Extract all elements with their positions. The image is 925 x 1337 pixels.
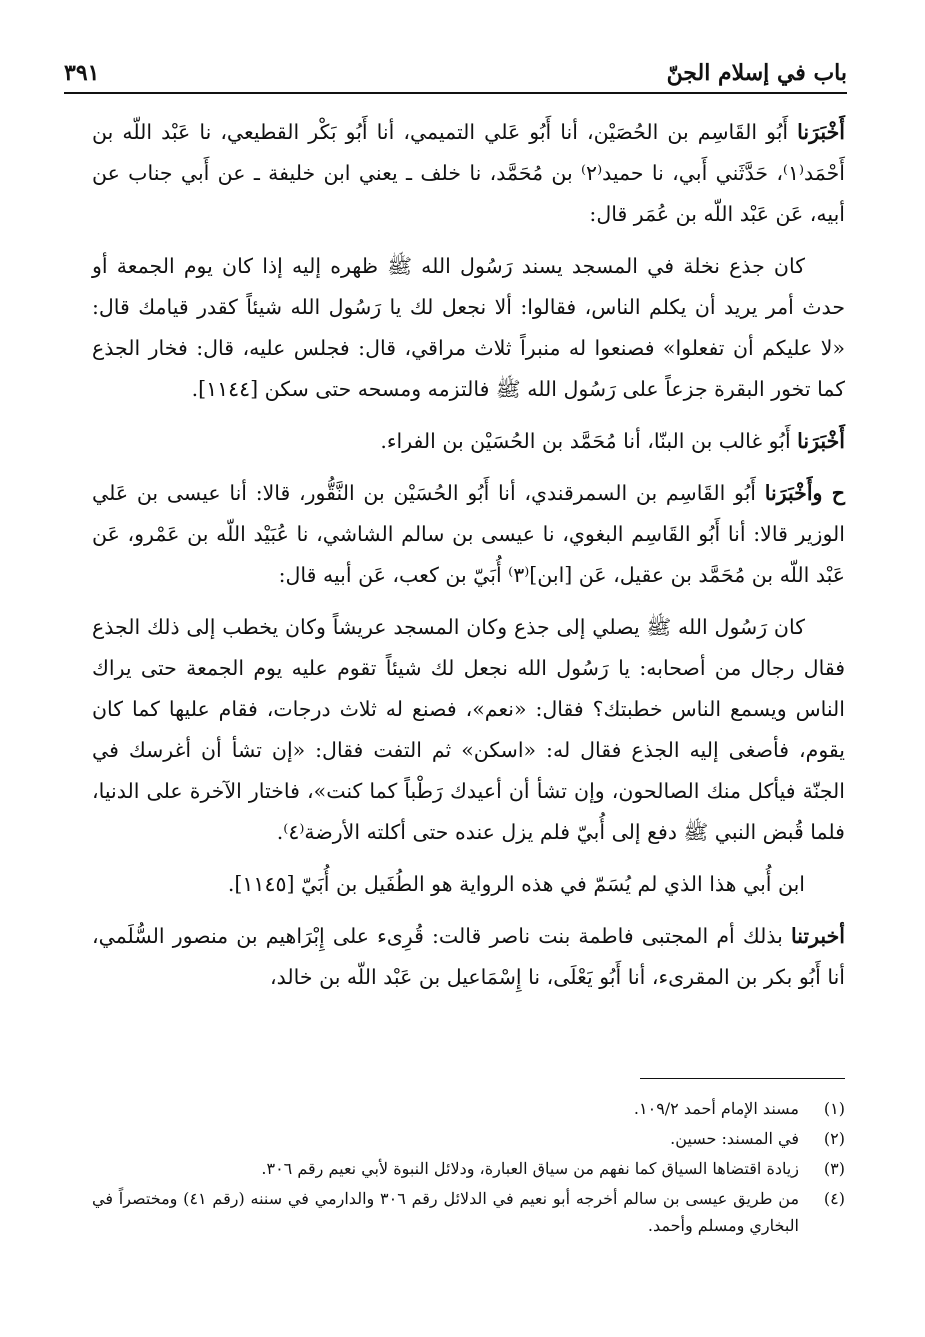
paragraph bbox=[92, 916, 845, 998]
footnote bbox=[92, 1155, 845, 1182]
paragraph-text: بذلك أم المجتبى فاطمة بنت ناصر قالت: قُرِىء على إِبْرَاهيم بن منصور السُّلَمي، أنا أَبُو بكر بن المقرىء، أنا أَبُو يَعْلَى، نا إِسْمَاعيل بن عَبْد اللّه بن خالد، bbox=[92, 924, 845, 989]
page-number: ٣٩١ bbox=[64, 60, 100, 86]
paragraph-text: كان جذع نخلة في المسجد يسند رَسُول الله ﷺ ظهره إليه إذا كان يوم الجمعة أو حدث أمر يريد أن يكلم الناس، فقالوا: ألا نجعل لك يا رَسُول الله شيئاً كقدر قيامك قال: «لا عليكم أن تفعلوا» فصنعوا له منبراً ثلاث مراقي، قال: فجلس عليه، قال: فخار الجذع كما تخور البقرة جزعاً على رَسُول الله ﷺ فالتزمه ومسحه حتى سكن [١١٤٤]. bbox=[92, 254, 845, 401]
paragraph-text: كان رَسُول الله ﷺ يصلي إلى جذع وكان المسجد عريشاً وكان يخطب إلى ذلك الجذع فقال رجال من أصحابه: يا رَسُول الله نجعل لك شيئاً تقوم عليه يوم الجمعة حتى يراك الناس ويسمع الناس خطبتك؟ فقال: «نعم»، فصنع له ثلاث درجات، فقام عليها كما كان يقوم، فأصغى إليه الجذع فقال له: «اسكن» ثم التفت فقال: «إن تشأ أن أغرسك في الجنّة فيأكل منك الصالحون، وإن تشأ أن أعيدك رَطْباً كما كنت»، فاختار الآخرة على الدنيا، فلما قُبض النبي ﷺ دفع إلى أُبيّ فلم يزل عنده حتى أكلته الأرضة⁽٤⁾. bbox=[92, 615, 845, 844]
footnote-text: في المسند: حسين. bbox=[670, 1129, 799, 1148]
paragraph-lead: أخبرتنا bbox=[790, 924, 845, 948]
paragraph bbox=[92, 864, 845, 905]
footnote-number: (١) bbox=[823, 1099, 845, 1118]
footnote-separator bbox=[640, 1078, 845, 1079]
paragraph-lead: أَخْبَرَنا bbox=[797, 429, 845, 453]
paragraph bbox=[92, 246, 845, 410]
paragraph bbox=[92, 473, 845, 596]
footnote-text: من طريق عيسى بن سالم أخرجه أبو نعيم في الدلائل رقم ٣٠٦ والدارمي في سننه (رقم ٤١) ومختصراً في البخاري ومسلم وأحمد. bbox=[92, 1189, 800, 1235]
paragraph bbox=[92, 421, 845, 462]
footnote-text: مسند الإمام أحمد ١٠٩/٢. bbox=[633, 1099, 799, 1118]
footnote-number: (٣) bbox=[823, 1159, 845, 1178]
footnote-number: (٤) bbox=[823, 1189, 845, 1208]
paragraph-text: أَبُو غالب بن البنّا، أنا مُحَمَّد بن الحُسَيْن بن الفراء. bbox=[380, 429, 798, 453]
paragraph-lead: أَخْبَرَنا bbox=[797, 120, 845, 144]
main-text bbox=[92, 112, 845, 1009]
footnotes bbox=[92, 1095, 845, 1242]
footnote-text: زيادة اقتضاها السياق كما نفهم من سياق العبارة، ودلائل النبوة لأبي نعيم رقم ٣٠٦. bbox=[261, 1159, 799, 1178]
paragraph-text: أَبُو القَاسِم بن الحُصَيْن، أنا أَبُو عَلي التميمي، أنا أَبُو بَكْر القطيعي، نا عَبْد اللّه بن أَحْمَد⁽١⁾، حَدَّثَني أَبي، نا حميد⁽٢⁾ بن مُحَمَّد، نا خلف ـ يعني ابن خليفة ـ عن أَبي جناب عن أبيه، عَن عَبْد اللّه بن عُمَر قال: bbox=[92, 120, 845, 226]
running-header bbox=[64, 52, 847, 94]
paragraph-text: ابن أُبي هذا الذي لم يُسَمّ في هذه الرواية هو الطُفَيل بن أُبَيّ [١١٤٥]. bbox=[227, 872, 805, 896]
paragraph-lead: ح وأَخْبَرَنا bbox=[764, 481, 845, 505]
chapter-title: باب في إسلام الجنّ bbox=[666, 60, 847, 86]
footnote bbox=[92, 1185, 845, 1239]
footnote-number: (٢) bbox=[823, 1129, 845, 1148]
paragraph bbox=[92, 607, 845, 853]
footnote bbox=[92, 1095, 845, 1122]
paragraph bbox=[92, 112, 845, 235]
paragraph-text: أَبُو القَاسِم بن السمرقندي، أنا أَبُو الحُسَيْن بن النَّقُّور، قالا: أنا عيسى بن عَلي الوزير قالا: أنا أَبُو القَاسِم البغوي، نا عيسى بن سالم الشاشي، نا عُبَيْد اللّه بن عَمْرو، عَن عَبْد اللّه بن مُحَمَّد بن عقيل، عَن [ابن]⁽٣⁾ أُبَيّ بن كعب، عَن أبيه قال: bbox=[92, 481, 845, 587]
footnote bbox=[92, 1125, 845, 1152]
